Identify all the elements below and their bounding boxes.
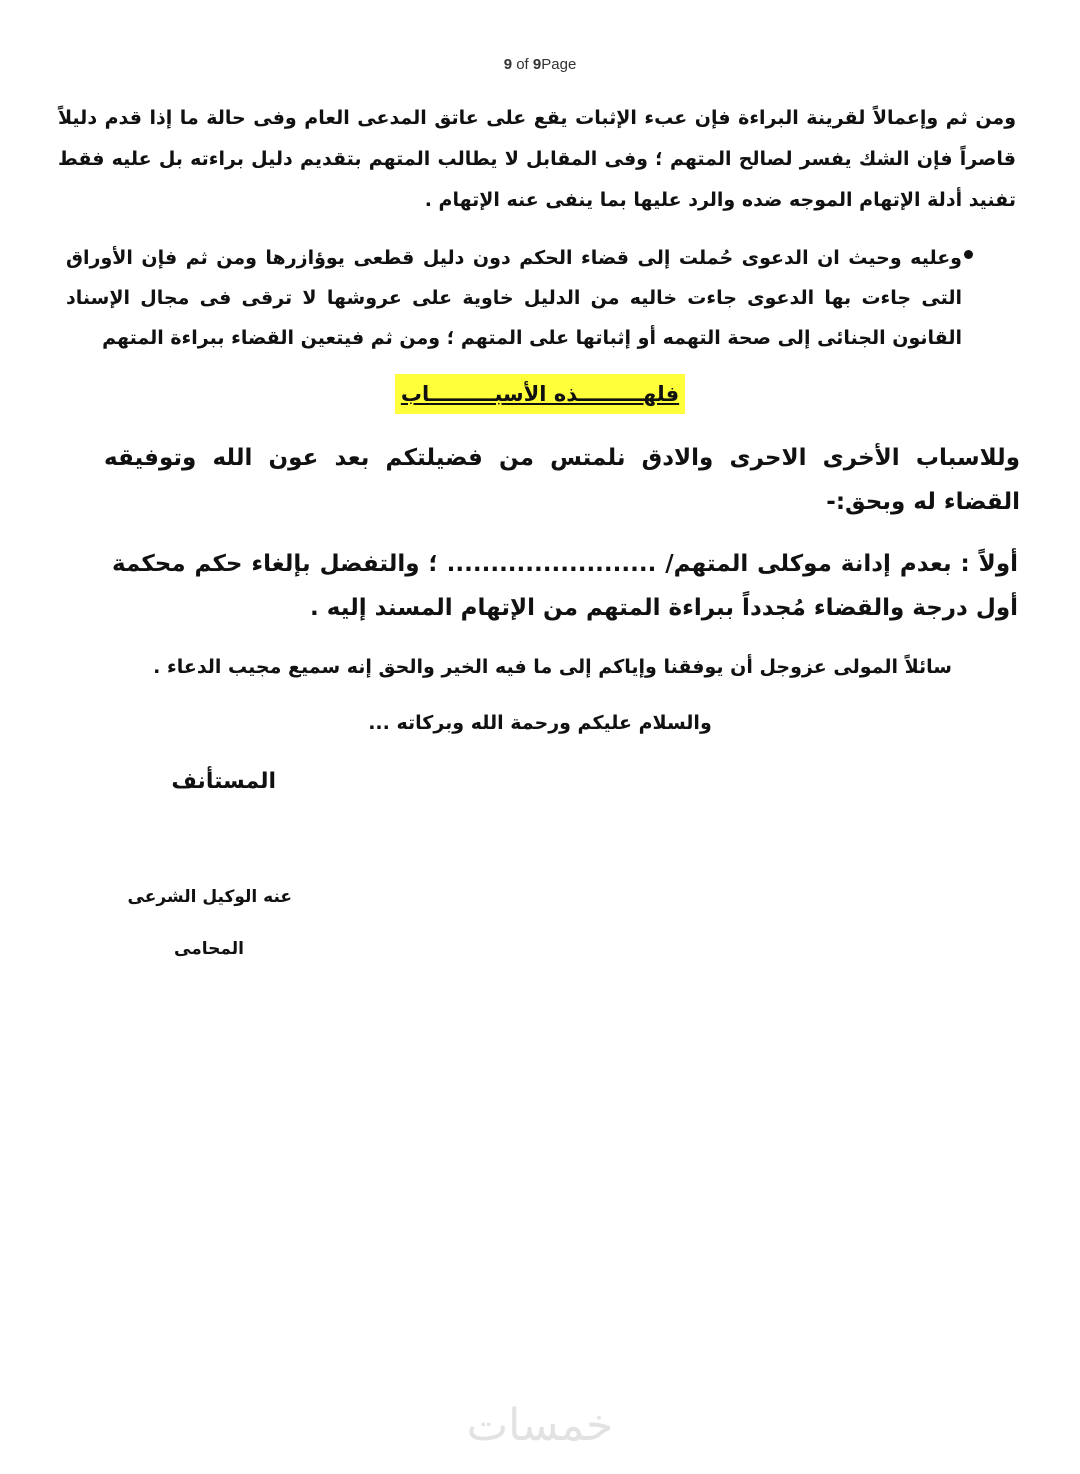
signature-lawyer: المحامى xyxy=(174,939,244,959)
paragraph-presumption-of-innocence: ومن ثم وإعمالاً لقرينة البراءة فإن عبء الإثبات يقع على عاتق المدعى العام وفى حالة ما إذا قدم دليلاً قاصراً فإن الشك يفسر لصالح المتهم ؛ وفى المقابل لا يطالب المتهم بتقديم دليل براءته بل عليه فقط تفنيد أدلة الإتهام الموجه ضده والرد عليها بما ينفى عنه الإتهام . xyxy=(58,107,1016,211)
signature-agent: عنه الوكيل الشرعى xyxy=(127,887,292,907)
request-intro: وللاسباب الأخرى الاحرى والادق نلمتس من فضيلتكم بعد عون الله وتوفيقه القضاء له وبحق:- xyxy=(104,445,1020,515)
page-sep: of xyxy=(512,56,533,73)
bullet-icon xyxy=(964,250,973,259)
page-number xyxy=(0,56,1080,73)
bullet-paragraph: وعليه وحيث ان الدعوى حُملت إلى قضاء الحكم دون دليل قطعى يوؤازرها ومن ثم فإن الأوراق التى جاءت بها الدعوى جاءت خاليه من الدليل خاوية على عروشها لا ترقى فى مجال الإسناد القانون الجنائى إلى صحة التهمه أو إثباتها على المتهم ؛ ومن ثم فيتعين القضاء ببراءة المتهم xyxy=(66,247,962,349)
reasons-heading: فلهـــــــــذه الأسبـــــــــاب xyxy=(395,374,685,414)
page-current: 9 xyxy=(503,56,513,73)
request-first: أولاً : بعدم إدانة موكلى المتهم/ ........................ ؛ والتفضل بإلغاء حكم محكمة أول درجة والقضاء مُجدداً ببراءة المتهم من الإتهام المسند إليه . xyxy=(112,551,1018,621)
page-suffix: Page xyxy=(541,56,577,73)
page-total: 9 xyxy=(532,56,542,73)
closing-greeting: والسلام عليكم ورحمة الله وبركاته ... xyxy=(368,712,712,734)
closing-prayer: سائلاً المولى عزوجل أن يوفقنا وإياكم إلى ما فيه الخير والحق إنه سميع مجيب الدعاء . xyxy=(153,656,952,678)
signature-appellant: المستأنف xyxy=(171,769,276,794)
reasons-heading-wrap xyxy=(0,374,1080,414)
watermark-logo: خمسات xyxy=(466,1400,614,1451)
